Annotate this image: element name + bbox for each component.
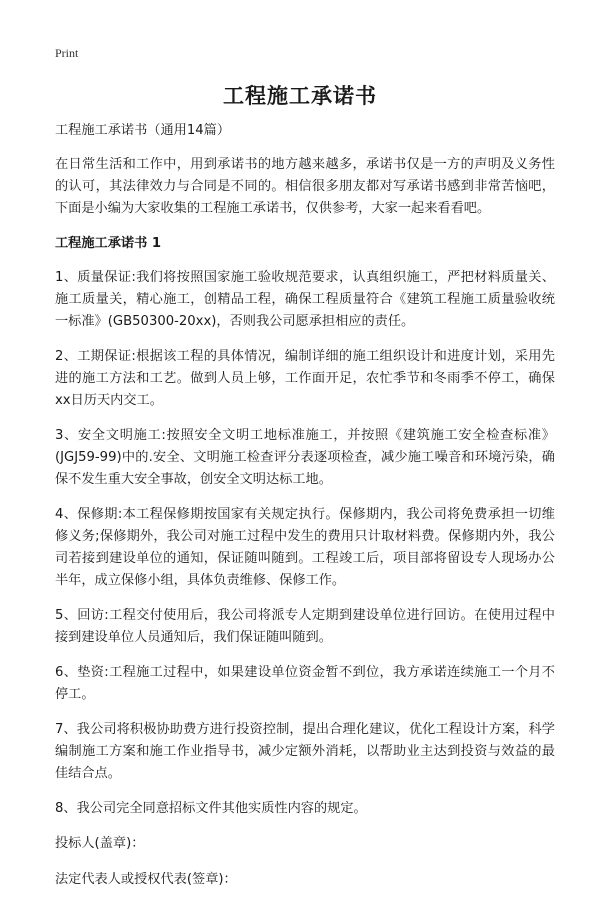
print-label: Print [55,46,79,60]
commitment-item-7: 7、我公司将积极协助费方进行投资控制，提出合理化建议，优化工程设计方案，科学编制施工方案和施工作业指导书，减少定额外消耗，以帮助业主达到投资与效益的最佳结合点。 [55,722,555,781]
commitment-item-6: 6、垫资:工程施工过程中，如果建设单位资金暂不到位，我方承诺连续施工一个月不停工。 [55,665,555,702]
commitment-item-4: 4、保修期:本工程保修期按国家有关规定执行。保修期内，我公司将免费承担一切维修义务;保修期外，我公司对施工过程中发生的费用只计取材料费。保修期内外，我公司若接到建设单位的通知，保证随叫随到。工程竣工后，项目部将留设专人现场办公半年，成立保修小组，具体负责维修、保修工作。 [55,507,555,588]
commitment-item-1: 1、质量保证:我们将按照国家施工验收规范要求，认真组织施工，严把材料质量关、施工质量关，精心施工，创精品工程，确保工程质量符合《建筑工程施工质量验收统一标准》(GB50300-20xx)，否则我公司愿承担相应的责任。 [55,270,555,329]
intro-paragraph: 在日常生活和工作中，用到承诺书的地方越来越多，承诺书仅是一方的声明及义务性的认可，其法律效力与合同是不同的。相信很多朋友都对写承诺书感到非常苦恼吧，下面是小编为大家收集的工程施工承诺书，仅供参考，大家一起来看看吧。 [55,157,555,216]
bidder-signature-line: 投标人(盖章)： [55,836,145,851]
document-subtitle: 工程施工承诺书（通用14篇） [55,123,231,138]
commitment-item-8: 8、我公司完全同意招标文件其他实质性内容的规定。 [55,801,367,816]
page-title: 工程施工承诺书 [223,84,377,108]
commitment-item-3: 3、安全文明施工:按照安全文明工地标准施工，并按照《建筑施工安全检查标准》(JGJ59-99)中的.安全、文明施工检查评分表逐项检查，减少施工噪音和环境污染，确保不发生重大安全事故，创安全文明达标工地。 [55,428,555,487]
document-body [55,120,555,905]
commitment-item-2: 2、工期保证:根据该工程的具体情况，编制详细的施工组织设计和进度计划，采用先进的施工方法和工艺。做到人员上够，工作面开足，农忙季节和冬雨季不停工，确保xx日历天内交工。 [55,349,555,408]
representative-signature-line: 法定代表人或授权代表(签章)： [55,872,237,887]
commitment-item-5: 5、回访:工程交付使用后，我公司将派专人定期到建设单位进行回访。在使用过程中接到建设单位人员通知后，我们保证随叫随到。 [55,608,555,645]
section-heading: 工程施工承诺书 1 [55,236,162,251]
